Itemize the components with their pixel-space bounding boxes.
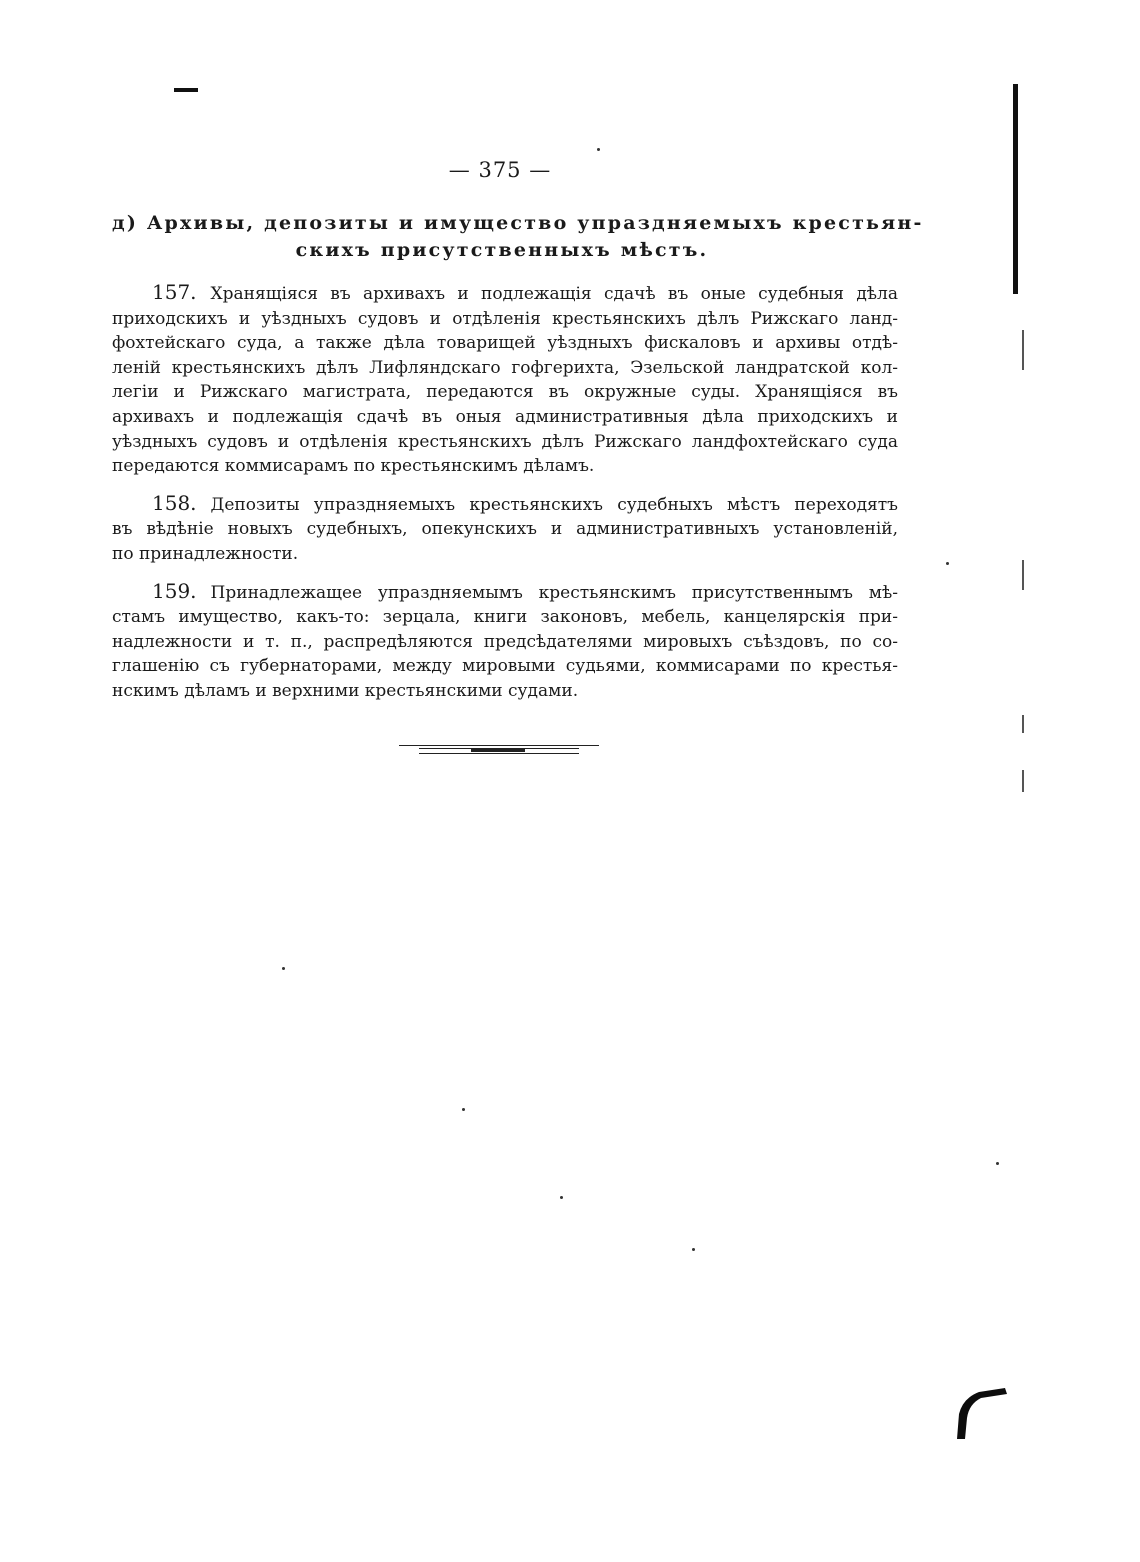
paragraph-157: [112, 280, 898, 479]
paragraph-line: передаются коммисарамъ по крестьянскимъ дѣламъ.: [112, 456, 595, 477]
paragraph-line: фохтейскаго суда, а также дѣла товарищей уѣздныхъ фискаловъ и архивы отдѣ-: [112, 333, 898, 354]
scan-dot: [996, 1162, 999, 1165]
paragraph-159: [112, 579, 898, 704]
scan-dot: [462, 1108, 465, 1111]
paragraph-line: [112, 280, 898, 307]
paragraph-158: [112, 491, 898, 567]
body-text: [112, 280, 898, 716]
paragraph-line: легіи и Рижскаго магистрата, передаются въ окружные суды. Хранящіяся въ: [112, 382, 898, 403]
section-heading-line: скихъ присутственныхъ мѣстъ.: [295, 239, 709, 261]
paragraph-first-line: Принадлежащее упраздняемымъ крестьянскимъ присутственнымъ мѣ-: [210, 582, 898, 603]
paragraph-line: глашенію съ губернаторами, между мировыми судьями, коммисарами по крестья-: [112, 656, 898, 677]
section-heading-line: д) Архивы, депозиты и имущество упраздняемыхъ крестьян-: [112, 212, 924, 234]
paragraph-number: 157.: [152, 280, 197, 304]
paragraph-line: надлежности и т. п., распредѣляются предсѣдателями мировыхъ съѣздовъ, по со-: [112, 631, 898, 652]
scan-dot: [282, 967, 285, 970]
paragraph-line: приходскихъ и уѣздныхъ судовъ и отдѣленія крестьянскихъ дѣлъ Рижскаго ланд-: [112, 308, 898, 329]
closing-rule-line: [471, 749, 525, 752]
scan-edge-bar: [1013, 84, 1018, 294]
scan-dot: [597, 148, 600, 151]
scan-edge-speck: [1022, 330, 1024, 370]
paragraph-line: [112, 491, 898, 518]
section-heading: [112, 210, 924, 264]
paragraph-line: леній крестьянскихъ дѣлъ Лифляндскаго гофгерихта, Эзельской ландратской кол-: [112, 357, 898, 378]
scan-edge-speck: [1022, 560, 1024, 590]
paragraph-line: [112, 579, 898, 606]
paragraph-line: архивахъ и подлежащія сдачѣ въ оныя административныя дѣла приходскихъ и: [112, 406, 898, 427]
paragraph-first-line: Хранящіяся въ архивахъ и подлежащія сдачѣ въ оные судебныя дѣла: [210, 284, 898, 304]
scan-mark-top-left: [174, 88, 198, 92]
closing-rule-line: [399, 745, 599, 746]
closing-rule-line: [419, 753, 579, 754]
scan-edge-speck: [1022, 770, 1024, 792]
scan-corner-mark: [945, 1384, 1015, 1444]
paragraph-line: нскимъ дѣламъ и верхними крестьянскими судами.: [112, 680, 579, 701]
scan-dot: [560, 1196, 563, 1199]
paragraph-line: стамъ имущество, какъ-то: зерцала, книги законовъ, мебель, канцелярскія при-: [112, 607, 898, 628]
scan-dot: [692, 1248, 695, 1251]
paragraph-line: уѣздныхъ судовъ и отдѣленія крестьянскихъ дѣлъ Рижскаго ландфохтейскаго суда: [112, 431, 898, 452]
paragraph-number: 158.: [152, 490, 197, 515]
paragraph-line: по принадлежности.: [112, 543, 299, 564]
paragraph-line: въ вѣдѣніе новыхъ судебныхъ, опекунскихъ и административныхъ установленій,: [112, 519, 898, 540]
scan-dot: [946, 562, 949, 565]
scan-edge-speck: [1022, 715, 1024, 733]
page-number: — 375 —: [448, 158, 552, 182]
paragraph-first-line: Депозиты упраздняемыхъ крестьянскихъ судебныхъ мѣстъ переходятъ: [210, 494, 898, 515]
paragraph-number: 159.: [152, 578, 197, 603]
